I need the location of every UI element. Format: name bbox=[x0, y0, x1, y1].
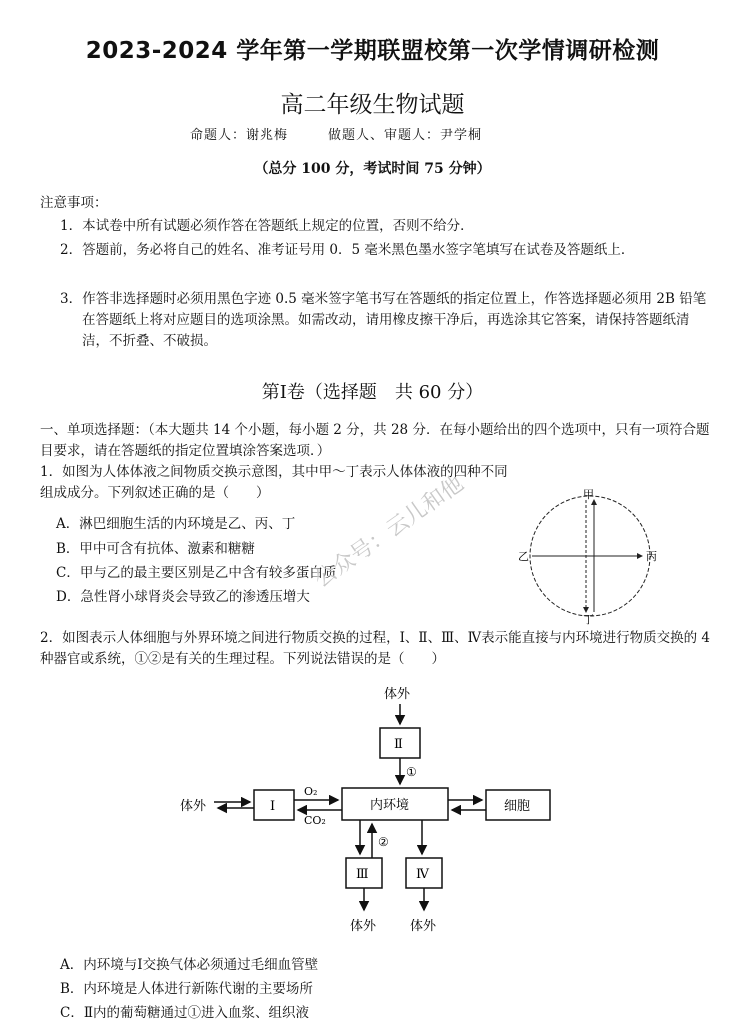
q2-option-a: A．内环境与Ⅰ交换气体必须通过毛细血管壁 bbox=[60, 957, 319, 973]
q2-option-c: C．Ⅱ内的葡萄糖通过①进入血浆、组织液 bbox=[60, 1005, 310, 1021]
node-top: 甲 bbox=[583, 488, 594, 501]
notice-item: 1．本试卷中所有试题必须作答在答题纸上规定的位置，否则不给分． bbox=[60, 218, 474, 234]
author-line bbox=[190, 124, 482, 143]
node-right: 丙 bbox=[646, 550, 657, 563]
exam-title: 2023-2024 学年第一学期联盟校第一次学情调研检测 bbox=[85, 38, 660, 64]
notice-item: 3．作答非选择题时必须用黑色字迹 0.5 毫米签字笔书写在答题纸的指定位置上，作答选择题必须用 2B 铅笔在答题纸上将对应题目的选项涂黑。如需改动，请用橡皮擦干净后，再选涂其它答案，请保持答题纸清洁，不折叠、不破损。 bbox=[60, 291, 707, 349]
outside-bottom-2: 体外 bbox=[410, 919, 437, 934]
question-1-stem: 1．如图为人体体液之间物质交换示意图，其中甲～丁表示人体体液的四种不同组成成分。下列叙述正确的是（ ） bbox=[40, 464, 508, 501]
process-1: ① bbox=[406, 765, 417, 779]
outside-left: 体外 bbox=[180, 799, 207, 814]
q1-option-a: A．淋巴细胞生活的内环境是乙、丙、丁 bbox=[56, 516, 296, 532]
node-bottom: 丁 bbox=[583, 613, 594, 626]
reviewer: 做题人、审题人：尹学桐 bbox=[328, 128, 483, 143]
score-info: （总分 100 分，考试时间 75 分钟） bbox=[254, 161, 491, 177]
notice-item: 2．答题前，务必将自己的姓名、准考证号用 0．5 毫米黑色墨水签字笔填写在试卷及答题纸上． bbox=[60, 242, 635, 258]
box-iv-label: Ⅳ bbox=[416, 867, 429, 882]
node-left: 乙 bbox=[518, 550, 529, 563]
o2-label: O₂ bbox=[304, 785, 318, 798]
box-cell-label: 细胞 bbox=[504, 799, 531, 814]
exam-subtitle: 高二年级生物试题 bbox=[280, 92, 465, 118]
author: 命题人：谢兆梅 bbox=[190, 128, 289, 143]
co2-label: CO₂ bbox=[304, 814, 326, 827]
notice-heading: 注意事项： bbox=[40, 195, 108, 211]
box-ii-label: Ⅱ bbox=[394, 737, 403, 752]
process-2: ② bbox=[378, 835, 389, 849]
box-internal-env-label: 内环境 bbox=[370, 798, 410, 813]
box-i-label: Ⅰ bbox=[270, 799, 276, 814]
q1-option-c: C．甲与乙的最主要区别是乙中含有较多蛋白质 bbox=[56, 565, 337, 581]
q2-diagram bbox=[170, 678, 590, 943]
outside-top: 体外 bbox=[384, 687, 411, 702]
section-intro: 一、单项选择题：（本大题共 14 个小题，每小题 2 分，共 28 分．在每小题给出的四个选项中，只有一项符合题目要求，请在答题纸的指定位置填涂答案选项．） bbox=[40, 422, 710, 459]
q1-option-d: D．急性肾小球肾炎会导致乙的渗透压增大 bbox=[56, 589, 310, 605]
q1-option-b: B．甲中可含有抗体、激素和糖糖 bbox=[56, 541, 255, 557]
watermark: 公众号：云儿和他 bbox=[309, 471, 469, 593]
box-iii-label: Ⅲ bbox=[356, 867, 369, 882]
question-2-stem: 2．如图表示人体细胞与外界环境之间进行物质交换的过程，Ⅰ、Ⅱ、Ⅲ、Ⅳ表示能直接与内环境进行物质交换的 4 种器官或系统，①②是有关的生理过程。下列说法错误的是（ ） bbox=[40, 630, 710, 667]
section-title: 第Ⅰ卷（选择题 共 60 分） bbox=[261, 382, 484, 403]
outside-bottom-1: 体外 bbox=[350, 919, 377, 934]
q2-option-b: B．内环境是人体进行新陈代谢的主要场所 bbox=[60, 981, 313, 997]
q1-diagram bbox=[510, 486, 670, 626]
